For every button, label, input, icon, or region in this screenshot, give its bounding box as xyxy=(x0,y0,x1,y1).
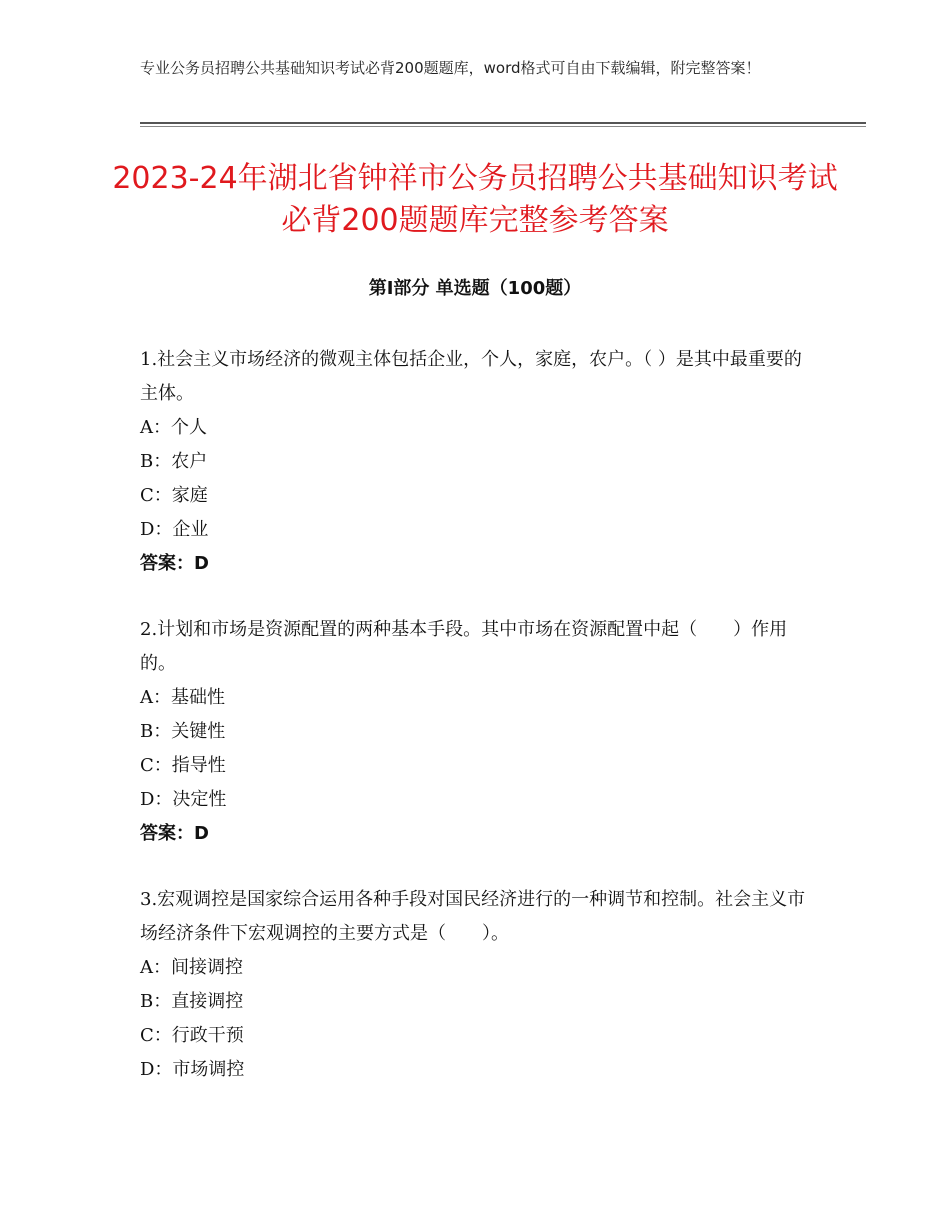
option-d: D：企业 xyxy=(140,519,209,540)
option-b: B：关键性 xyxy=(140,721,226,742)
option-b: B：直接调控 xyxy=(140,991,244,1012)
question-list xyxy=(140,343,810,1119)
question-stem: 1.社会主义市场经济的微观主体包括企业，个人，家庭，农户。（ ）是其中最重要的主体。 xyxy=(140,349,802,404)
document-title: 2023-24年湖北省钟祥市公务员招聘公共基础知识考试必背200题题库完整参考答案 xyxy=(112,161,838,238)
header-note: 专业公务员招聘公共基础知识考试必背200题题库，word格式可自由下载编辑，附完整答案！ xyxy=(140,59,761,77)
option-d: D：决定性 xyxy=(140,789,227,810)
section-title: 第Ⅰ部分 单选题（100题） xyxy=(368,278,582,299)
question-stem: 2.计划和市场是资源配置的两种基本手段。其中市场在资源配置中起（ ）作用的。 xyxy=(140,619,788,674)
option-a: A：间接调控 xyxy=(140,957,243,978)
option-a: A：基础性 xyxy=(140,687,225,708)
option-d: D：市场调控 xyxy=(140,1059,245,1080)
option-b: B：农户 xyxy=(140,451,208,472)
option-a: A：个人 xyxy=(140,417,207,438)
question-2 xyxy=(140,613,810,851)
option-c: C：指导性 xyxy=(140,755,226,776)
answer: 答案：D xyxy=(140,823,209,844)
answer: 答案：D xyxy=(140,553,209,574)
option-c: C：家庭 xyxy=(140,485,208,506)
question-3 xyxy=(140,883,810,1087)
header-rule-thin xyxy=(140,126,866,127)
header-rule xyxy=(140,122,866,124)
question-1 xyxy=(140,343,810,581)
question-stem: 3.宏观调控是国家综合运用各种手段对国民经济进行的一种调节和控制。社会主义市场经济条件下宏观调控的主要方式是（ ）。 xyxy=(140,889,806,944)
option-c: C：行政干预 xyxy=(140,1025,244,1046)
